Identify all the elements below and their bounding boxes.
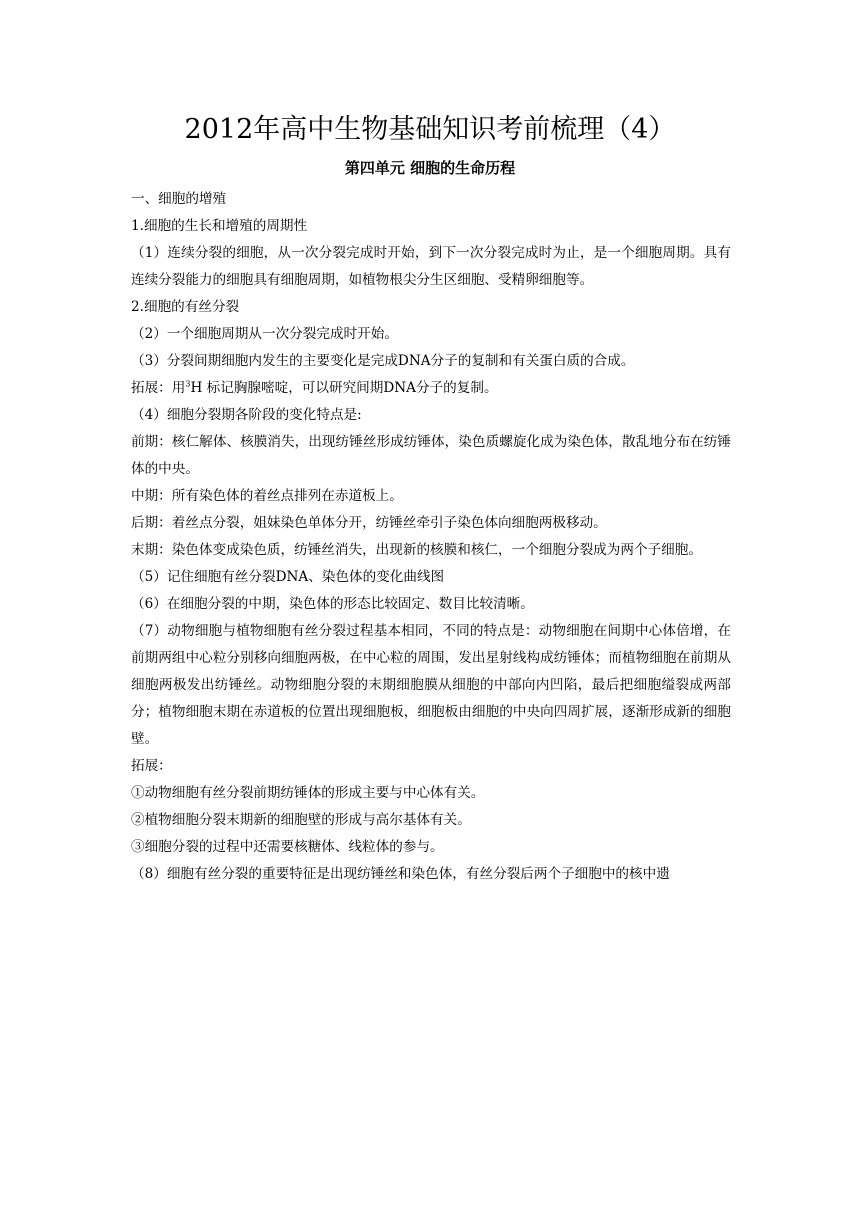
paragraph-animal-plant: （7）动物细胞与植物细胞有丝分裂过程基本相同，不同的特点是：动物细胞在间期中心体倍增，在前期两组中心粒分别移向细胞两极，在中心粒的周围，发出星射线构成纺锤体；而植物细胞在前期从细胞两极发出纺锤丝。动物细胞分裂的末期细胞膜从细胞的中部向内凹陷，最后把细胞缢裂成两部分；植物细胞末期在赤道板的位置出现细胞板，细胞板由细胞的中央向四周扩展，逐渐形成新的细胞壁。 [131, 623, 731, 747]
paragraph-extension [131, 375, 731, 402]
paragraph-item: （5）记住细胞有丝分裂DNA、染色体的变化曲线图 [131, 569, 445, 585]
isotope-superscript: 3 [185, 379, 191, 389]
section-heading: 一、细胞的增殖 [131, 191, 227, 207]
extension-text: H 标记胸腺嘧啶，可以研究间期DNA分子的复制。 [190, 380, 498, 396]
paragraph-telophase: 末期：染色体变成染色质，纺锤丝消失，出现新的核膜和核仁，一个细胞分裂成为两个子细胞。 [131, 542, 702, 558]
paragraph-anaphase: 后期：着丝点分裂，姐妹染色单体分开，纺锤丝牵引子染色体向细胞两极移动。 [131, 515, 607, 531]
extension-prefix: 拓展：用 [131, 380, 186, 396]
paragraph-item: （3）分裂间期细胞内发生的主要变化是完成DNA分子的复制和有关蛋白质的合成。 [131, 353, 635, 369]
subsection-heading: 2.细胞的有丝分裂 [131, 299, 240, 315]
document-body [131, 186, 731, 888]
paragraph-item: （4）细胞分裂期各阶段的变化特点是: [131, 407, 362, 423]
paragraph-item: （6）在细胞分裂的中期，染色体的形态比较固定、数目比较清晰。 [131, 596, 534, 612]
paragraph-extension-heading: 拓展： [131, 758, 172, 774]
paragraph-item: （8）细胞有丝分裂的重要特征是出现纺锤丝和染色体，有丝分裂后两个子细胞中的核中遗 [131, 866, 670, 882]
list-item: ③细胞分裂的过程中还需要核糖体、线粒体的参与。 [131, 839, 444, 855]
paragraph-item: （2）一个细胞周期从一次分裂完成时开始。 [131, 326, 398, 342]
document-title: 2012年高中生物基础知识考前梳理（4） [184, 114, 676, 145]
paragraph-metaphase: 中期：所有染色体的着丝点排列在赤道板上。 [131, 488, 403, 504]
paragraph-cell-cycle: （1）连续分裂的细胞，从一次分裂完成时开始，到下一次分裂完成时为止，是一个细胞周期。具有连续分裂能力的细胞具有细胞周期，如植物根尖分生区细胞、受精卵细胞等。 [131, 245, 731, 288]
subsection-heading: 1.细胞的生长和增殖的周期性 [131, 218, 308, 234]
list-item: ②植物细胞分裂末期新的细胞壁的形成与高尔基体有关。 [131, 812, 471, 828]
list-item: ①动物细胞有丝分裂前期纺锤体的形成主要与中心体有关。 [131, 785, 485, 801]
unit-subtitle: 第四单元 细胞的生命历程 [344, 159, 516, 177]
paragraph-prophase: 前期：核仁解体、核膜消失，出现纺锤丝形成纺锤体，染色质螺旋化成为染色体，散乱地分布在纺锤体的中央。 [131, 434, 731, 477]
